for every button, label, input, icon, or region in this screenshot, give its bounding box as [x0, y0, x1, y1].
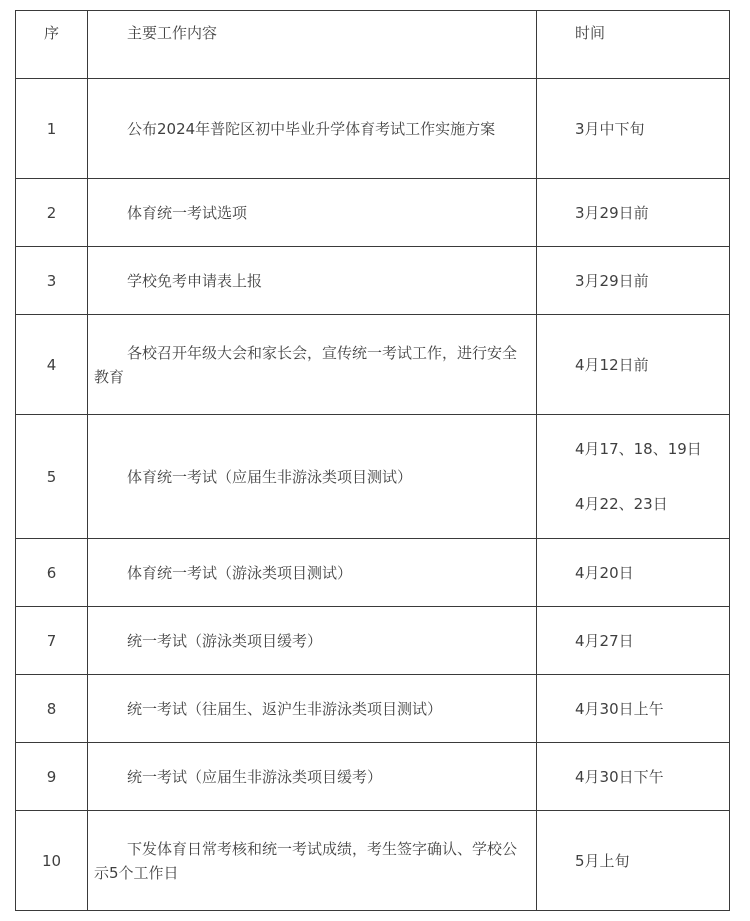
row-time-line: 3月中下旬	[575, 119, 645, 138]
row-time	[537, 675, 730, 743]
row-content	[88, 811, 537, 911]
row-time	[537, 743, 730, 811]
row-seq: 1	[16, 79, 88, 179]
row-time-line: 4月22、23日	[575, 495, 668, 513]
table-body	[16, 11, 730, 911]
table-row	[16, 539, 730, 607]
row-content-text: 统一考试（往届生、返沪生非游泳类项目测试）	[127, 699, 443, 718]
row-content-text: 公布2024年普陀区初中毕业升学体育考试工作实施方案	[127, 119, 496, 138]
row-time-line: 4月30日下午	[575, 767, 664, 786]
table-row	[16, 607, 730, 675]
table-row	[16, 675, 730, 743]
header-seq: 序	[16, 11, 88, 79]
row-time-line: 4月27日	[575, 631, 634, 650]
row-content	[88, 179, 537, 247]
row-seq: 7	[16, 607, 88, 675]
row-seq: 10	[16, 811, 88, 911]
row-time	[537, 315, 730, 415]
header-time: 时间	[537, 11, 730, 79]
row-time	[537, 79, 730, 179]
row-time	[537, 539, 730, 607]
row-seq: 3	[16, 247, 88, 315]
row-seq: 2	[16, 179, 88, 247]
row-time-line: 4月20日	[575, 563, 634, 582]
header-content-label: 主要工作内容	[127, 24, 218, 42]
table-row	[16, 79, 730, 179]
row-time	[537, 811, 730, 911]
row-content-text: 统一考试（游泳类项目缓考）	[127, 631, 323, 650]
row-time	[537, 247, 730, 315]
table-row	[16, 743, 730, 811]
row-seq: 5	[16, 415, 88, 539]
row-content-text: 体育统一考试（游泳类项目测试）	[127, 563, 353, 582]
row-content	[88, 415, 537, 539]
row-time-line: 4月30日上午	[575, 699, 664, 718]
row-time	[537, 179, 730, 247]
row-content	[88, 675, 537, 743]
row-time-line: 3月29日前	[575, 203, 649, 222]
row-content	[88, 79, 537, 179]
row-time-line: 4月17、18、19日	[575, 440, 702, 458]
row-content-text: 体育统一考试（应届生非游泳类项目测试）	[127, 467, 413, 486]
table-header-row	[16, 11, 730, 79]
row-content-text: 下发体育日常考核和统一考试成绩，考生签字确认、学校公示5个工作日	[94, 839, 518, 882]
header-content	[88, 11, 537, 79]
row-time	[537, 415, 730, 539]
table-row	[16, 247, 730, 315]
row-time-line: 4月12日前	[575, 355, 649, 374]
row-content-text: 统一考试（应届生非游泳类项目缓考）	[127, 767, 383, 786]
row-content-text: 体育统一考试选项	[127, 203, 248, 222]
row-content-text: 各校召开年级大会和家长会，宣传统一考试工作，进行安全教育	[94, 343, 518, 386]
row-seq: 6	[16, 539, 88, 607]
row-time-line: 3月29日前	[575, 271, 649, 290]
row-content	[88, 247, 537, 315]
row-content	[88, 315, 537, 415]
row-seq: 8	[16, 675, 88, 743]
row-seq: 9	[16, 743, 88, 811]
schedule-table	[15, 10, 730, 911]
row-content-text: 学校免考申请表上报	[127, 271, 263, 290]
row-time-line: 5月上旬	[575, 851, 630, 870]
row-time	[537, 607, 730, 675]
row-content	[88, 743, 537, 811]
row-seq: 4	[16, 315, 88, 415]
table-row	[16, 811, 730, 911]
table-row	[16, 179, 730, 247]
row-content	[88, 539, 537, 607]
row-content	[88, 607, 537, 675]
table-row	[16, 415, 730, 539]
table-row	[16, 315, 730, 415]
